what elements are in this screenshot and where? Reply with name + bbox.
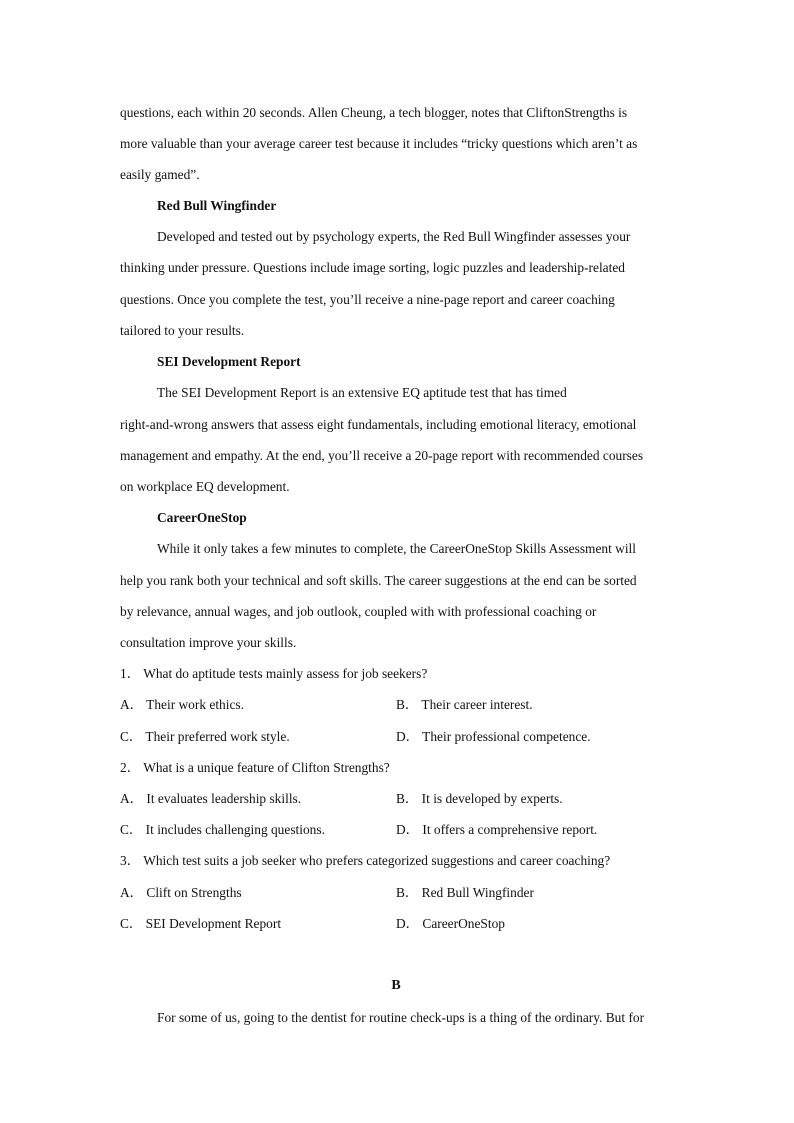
option-d: D． Their professional competence. bbox=[396, 729, 591, 744]
paragraph-line: by relevance, annual wages, and job outlook, coupled with with professional coaching or bbox=[120, 604, 597, 619]
option-b: B． Their career interest. bbox=[396, 697, 533, 712]
paragraph-line: tailored to your results. bbox=[120, 323, 245, 338]
paragraph-line: Developed and tested out by psychology experts, the Red Bull Wingfinder assesses your bbox=[157, 229, 631, 244]
paragraph-line: The SEI Development Report is an extensive EQ aptitude test that has timed bbox=[157, 385, 567, 400]
option-b: B． It is developed by experts. bbox=[396, 791, 563, 806]
question-stem: 1． What do aptitude tests mainly assess for job seekers? bbox=[120, 666, 428, 681]
section-heading: SEI Development Report bbox=[157, 354, 301, 369]
option-a: A． Clift on Strengths bbox=[120, 885, 242, 900]
paragraph-line: For some of us, going to the dentist for routine check-ups is a thing of the ordinary. But for bbox=[157, 1010, 645, 1025]
paragraph-line: right-and-wrong answers that assess eight fundamentals, including emotional literacy, emotional bbox=[120, 417, 637, 432]
option-c: C． SEI Development Report bbox=[120, 916, 282, 931]
option-d: D． It offers a comprehensive report. bbox=[396, 822, 598, 837]
option-d: D． CareerOneStop bbox=[396, 916, 505, 931]
section-label: B bbox=[391, 978, 401, 993]
option-a: A． Their work ethics. bbox=[120, 697, 244, 712]
paragraph-line: questions. Once you complete the test, you’ll receive a nine-page report and career coaching bbox=[120, 292, 615, 307]
paragraph-line: thinking under pressure. Questions include image sorting, logic puzzles and leadership-related bbox=[120, 260, 625, 275]
paragraph-line: help you rank both your technical and soft skills. The career suggestions at the end can be sorted bbox=[120, 573, 637, 588]
question-stem: 2． What is a unique feature of Clifton Strengths? bbox=[120, 760, 390, 775]
paragraph-line: While it only takes a few minutes to complete, the CareerOneStop Skills Assessment will bbox=[157, 541, 637, 556]
option-a: A． It evaluates leadership skills. bbox=[120, 791, 302, 806]
paragraph-line: on workplace EQ development. bbox=[120, 479, 290, 494]
option-c: C． It includes challenging questions. bbox=[120, 822, 325, 837]
section-heading: CareerOneStop bbox=[157, 510, 247, 525]
paragraph-line: more valuable than your average career test because it includes “tricky questions which aren’t as bbox=[120, 136, 638, 151]
paragraph-line: questions, each within 20 seconds. Allen Cheung, a tech blogger, notes that CliftonStrengths is bbox=[120, 105, 628, 120]
section-heading: Red Bull Wingfinder bbox=[157, 198, 277, 213]
paragraph-line: management and empathy. At the end, you’ll receive a 20-page report with recommended courses bbox=[120, 448, 644, 463]
option-b: B． Red Bull Wingfinder bbox=[396, 885, 534, 900]
paragraph-line: easily gamed”. bbox=[120, 167, 200, 182]
option-c: C． Their preferred work style. bbox=[120, 729, 290, 744]
question-stem: 3． Which test suits a job seeker who prefers categorized suggestions and career coaching? bbox=[120, 853, 611, 868]
paragraph-line: consultation improve your skills. bbox=[120, 635, 297, 650]
